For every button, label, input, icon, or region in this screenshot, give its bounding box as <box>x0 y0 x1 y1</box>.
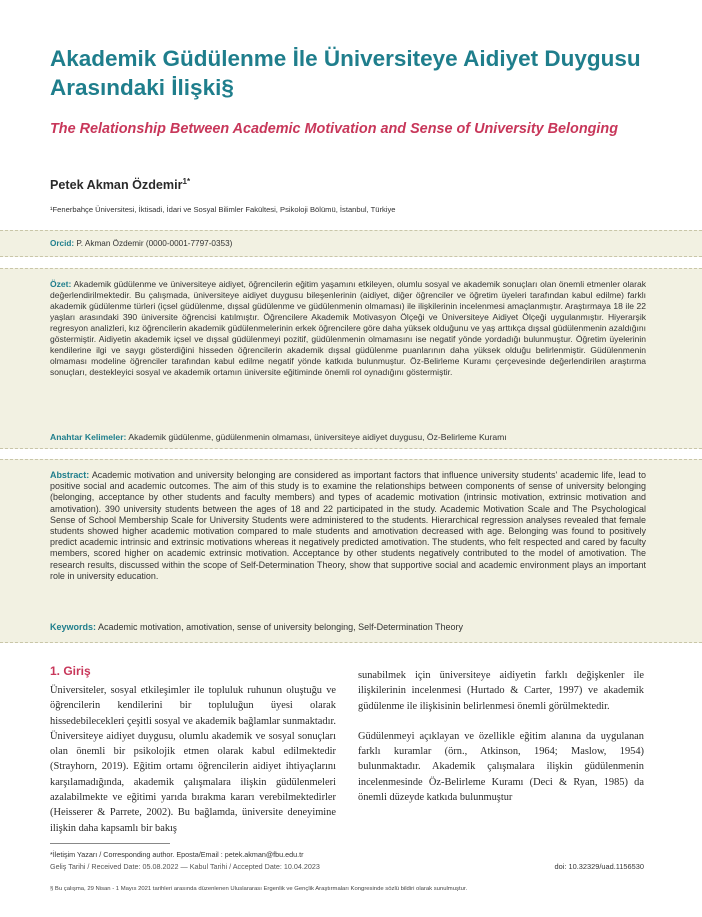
left-column-paragraph: Üniversiteler, sosyal etkileşimler ile topluluk ruhunun oluştuğu ve öğrencilerin kendilerini bir topluluğun üyesi olarak hissedebilecekleri çeşitli sosyal ve akademik bağlamlar sunmaktadır. Üniversiteye aidiyet duygusu, olumlu akademik ve sosyal sonuçları olan önemli bir psikolojik etmen olarak kabul edilmektedir (Strayhorn, 2019). Eğitim ortamı öğrencilerin aidiyet ihtiyaçlarını karşılamadığında, akademik çalışmalara ilişkin güdülenmeleri azalabilmekte ve eğitimi yarıda bırakma kararı verebilmektedirler (Heisserer & Parrete, 2002). Bu bağlamda, üniversite deneyimine ilişkin daha kapsamlı bir bakış <box>50 685 336 834</box>
ozet-keywords-label: Anahtar Kelimeler: <box>50 432 127 442</box>
doi-text: doi: 10.32329/uad.1156530 <box>554 862 644 871</box>
author-name <box>50 177 190 192</box>
right-column-paragraph-1: sunabilmek için üniversiteye aidiyetin farklı değişkenler ile ilişkilerinin incelenmesi (Hurtado & Carter, 1997) ve akademik güdülenme ile ilişkisinin belirlenmesi önemli görülmektedir. <box>358 670 644 712</box>
received-accepted-dates: Geliş Tarihi / Received Date: 05.08.2022 — Kabul Tarihi / Accepted Date: 10.04.2023 <box>50 862 320 871</box>
abstract-body: Academic motivation and university belonging are considered as important factors that influence university students' academic life, lead to positive social and academic outcomes. The aim of this study is to examine the relationships between components of sense of university belonging (belonging, acceptance by other students and faculty members) and types of academic motivation (intrinsic motivation, extrinsic motivation and amotivation). 390 university students between the ages of 18 and 22 participated in the study. Academic Motivation Scale and The Psychological Sense of School Membership Scale for University Students were administered to the students. Hierarchical regression analyses revealed that female students showed higher academic motivation compared to male students and amotivation decreased with age. Belonging was found to positively predict academic intrinsic and extrinsic motivations whereas it negatively predicted amotivation. The students, who felt respected and cared by faculty members, scored higher on academic extrinsic motivation. Acceptance by other students negatively contributed to the model of amotivation. The research results, discussed within the scope of Self-Determination Theory, show that supportive social and academic environment plays an important role in university education. <box>50 470 646 581</box>
section-heading-giris: 1. Giriş <box>50 664 91 678</box>
article-title-en: The Relationship Between Academic Motivation and Sense of University Belonging <box>50 121 618 137</box>
footnote-divider <box>50 843 170 844</box>
orcid-label: Orcid: <box>50 239 75 248</box>
abstract-keywords-text: Academic motivation, amotivation, sense of university belonging, Self-Determination Theory <box>98 622 464 632</box>
orcid-line <box>50 239 232 248</box>
ozet-keywords <box>50 432 670 442</box>
left-column-text <box>50 683 336 836</box>
right-column-text <box>358 668 644 805</box>
right-column-paragraph-2: Güdülenmeyi açıklayan ve özellikle eğitim alanına da uygulanan farklı kuramlar (örn., Atkinson, 1964; Maslow, 1954) bulunmaktadır. Akademik çalışmalara ilişkin güdülenmenin incelenmesinde Öz-Belirleme Kuramı (Deci & Ryan, 1985) da önemli düzeyde katkıda bulunmuştur <box>358 730 644 804</box>
author-affiliation: ¹Fenerbahçe Üniversitesi, İktisadi, İdari ve Sosyal Bilimler Fakültesi, Psikoloji Bölümü, İstanbul, Türkiye <box>50 205 396 214</box>
article-title-tr: Akademik Güdülenme İle Üniversiteye Aidiyet Duygusu Arasındaki İlişki§ <box>50 46 641 100</box>
author-superscript: 1* <box>182 177 191 186</box>
abstract-paragraph <box>50 470 646 582</box>
abstract-label: Abstract: <box>50 470 90 480</box>
abstract-keywords-label: Keywords: <box>50 622 97 632</box>
ozet-label: Özet: <box>50 279 72 289</box>
abstract-keywords <box>50 622 670 632</box>
ozet-body: Akademik güdülenme ve üniversiteye aidiyet, öğrencilerin eğitim yaşamını etkileyen, olumlu sosyal ve akademik sonuçları olan önemli etmenler olarak değerlendirilmektedir. Bu çalışmada, üniversiteye aidiyet duygusu bileşenlerinin (aidiyet, diğer öğrenciler ve öğretim üyeleri tarafından kabul edilme) farklı akademik güdülenme türleri (içsel güdülenme, dışsal güdülenme ve güdülenmenin olmaması) ile ilişkilerinin incelenmesi amaçlanmıştır. Araştırmaya 18 ile 22 yaşları arasındaki 390 üniversite öğrencisi katılmıştır. Öğrencilere Akademik Motivasyon Ölçeği ve Üniversiteye Aidiyet Ölçeği uygulanmıştır. Hiyerarşik regresyon analizleri, kız öğrencilerin akademik güdülenmelerinin erkek öğrencilere göre daha yüksek olduğunu ve yaş arttıkça dışsal güdülenmenin azaldığını göstermiştir. Aidiyetin akademik içsel ve dışsal güdülenmeyi pozitif, güdülenmenin olmamasını ise negatif yönde yordadığı bulunmuştur. Öğretim üyelerinin kendilerine ilgi ve saygı gösterdiğini hisseden öğrencilerin akademik dışsal güdülenme puanlarının daha yüksek olduğu belirlenmiştir. Güdülenmenin olmaması modeline öğrenciler tarafından kabul edilme negatif yönde katkıda bulunmuştur. Öz-Belirleme Kuramı çerçevesinde değerlendirilen araştırma sonuçları, destekleyici sosyal ve akademik ortamın üniversite eğitiminde önemli rol oynadığını göstermiştir. <box>50 279 646 377</box>
author-name-text: Petek Akman Özdemir <box>50 178 183 193</box>
orcid-value: P. Akman Özdemir (0000-0001-7797-0353) <box>76 239 233 248</box>
corresponding-author-note: *İletişim Yazarı / Corresponding author. Eposta/Email : petek.akman@fbu.edu.tr <box>50 850 304 859</box>
ozet-keywords-text: Akademik güdülenme, güdülenmenin olmaması, üniversiteye aidiyet duygusu, Öz-Belirleme Kuramı <box>128 432 507 442</box>
conference-note: § Bu çalışma, 29 Nisan - 1 Mayıs 2021 tarihleri arasında düzenlenen Uluslararası Ergenlik ve Gençlik Araştırmaları Kongresinde sözlü bildiri olarak sunulmuştur. <box>50 886 468 892</box>
ozet-paragraph <box>50 279 646 378</box>
